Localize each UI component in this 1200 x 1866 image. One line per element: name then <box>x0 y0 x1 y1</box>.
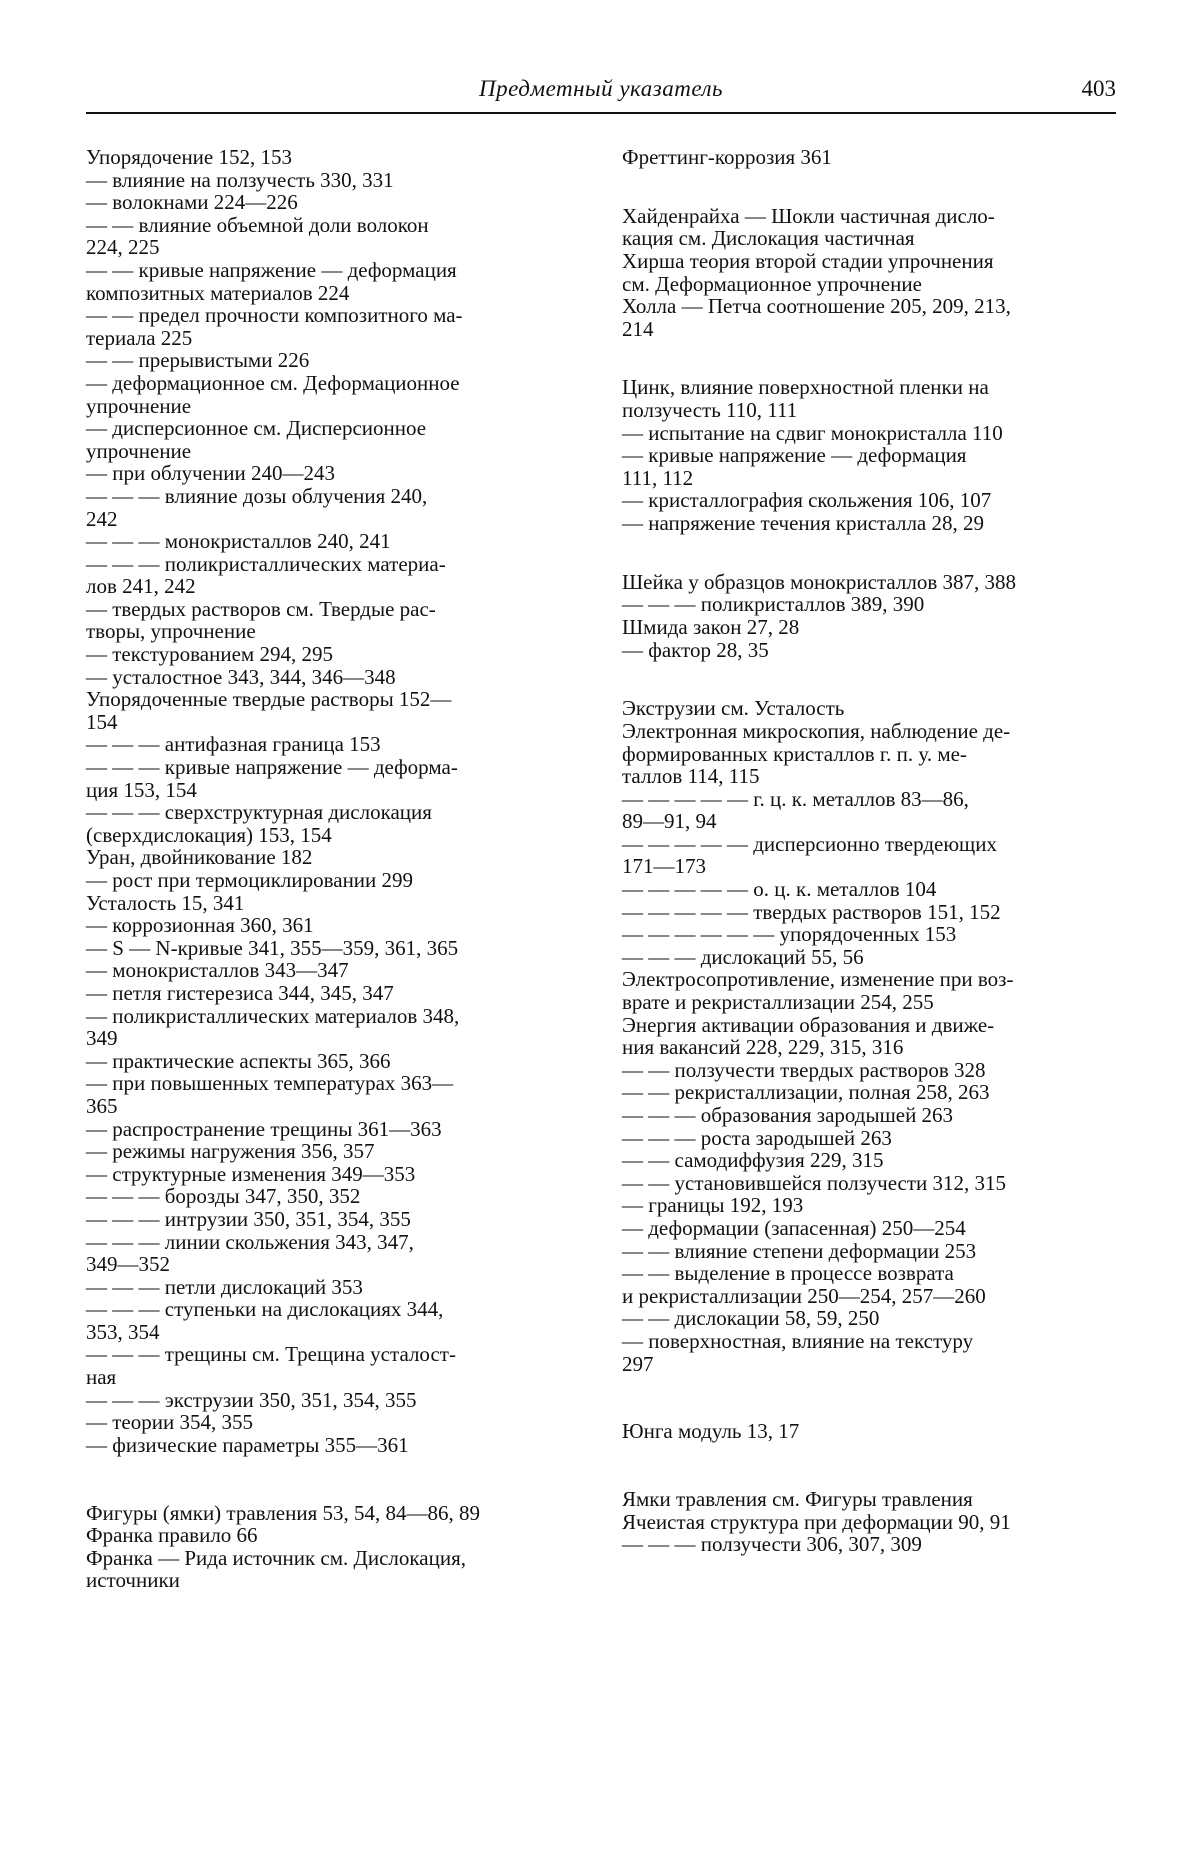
section-gap <box>622 340 1122 376</box>
index-entry: — — — интрузии 350, 351, 354, 355 <box>86 1206 411 1231</box>
index-entry: Электросопротивление, изменение при воз- врате и рекристаллизации 254, 255 <box>622 967 1014 1015</box>
index-entry: Экструзии см. Усталость <box>622 696 845 721</box>
index-entry: — — самодиффузия 229, 315 <box>622 1148 884 1173</box>
index-entry: Шейка у образцов монокристаллов 387, 388 <box>622 569 1017 594</box>
index-entry: — деформации (запасенная) 250—254 <box>622 1215 966 1240</box>
index-entry: — поверхностная, влияние на текстуру 297 <box>622 1328 974 1376</box>
index-entry: Упорядочение 152, 153 <box>86 145 292 169</box>
index-entry: — — — — — о. ц. к. металлов 104 <box>622 877 937 902</box>
section-gap <box>622 1375 1122 1420</box>
index-entry: Цинк, влияние поверхностной пленки на ползучесть 110, 111 <box>622 375 989 423</box>
index-entry: — — — поликристаллов 389, 390 <box>622 592 925 617</box>
index-entry: — — — ступеньки на дислокациях 344, 353, 354 <box>86 1297 444 1344</box>
index-entry: Уран, двойникование 182 <box>86 845 313 870</box>
index-entry: — — — линии скольжения 343, 347, 349—352 <box>86 1229 414 1277</box>
index-entry: — деформационное см. Деформационное упрочнение <box>86 370 460 418</box>
index-entry: — петля гистерезиса 344, 345, 347 <box>86 980 394 1005</box>
index-entry: — — выделение в процессе возврата и рекристаллизации 250—254, 257—260 <box>622 1261 986 1308</box>
index-entry: — текстурованием 294, 295 <box>86 642 333 667</box>
index-entry: — — ползучести твердых растворов 328 <box>622 1057 986 1082</box>
index-entry: — монокристаллов 343—347 <box>86 958 349 983</box>
index-entry: — — — ползучести 306, 307, 309 <box>622 1532 922 1557</box>
section-gap <box>622 661 1122 697</box>
index-entry: Франка правило 66 <box>86 1523 258 1548</box>
section-gap <box>622 169 1122 205</box>
index-entry: — — — — — дисперсионно твердеющих 171—173 <box>622 831 997 879</box>
index-entry: — теории 354, 355 <box>86 1410 253 1435</box>
index-entry: — поликристаллических материалов 348, 349 <box>86 1003 460 1051</box>
index-entry: — влияние на ползучесть 330, 331 <box>86 167 394 192</box>
index-entry: Холла — Петча соотношение 205, 209, 213, 214 <box>622 294 1011 341</box>
index-entry: — испытание на сдвиг монокристалла 110 <box>622 420 1003 445</box>
index-entry: — распространение трещины 361—363 <box>86 1116 442 1141</box>
page-number: 403 <box>1081 76 1116 101</box>
index-entry: — — установившейся ползучести 312, 315 <box>622 1170 1007 1195</box>
index-entry: — — — монокристаллов 240, 241 <box>86 529 391 554</box>
index-entry: — — дислокации 58, 59, 250 <box>622 1306 880 1331</box>
index-entry: — практические аспекты 365, 366 <box>86 1048 391 1073</box>
index-entry: — кристаллография скольжения 106, 107 <box>622 488 992 513</box>
index-entry: — — — — — — упорядоченных 153 <box>622 922 957 947</box>
index-entry: — коррозионная 360, 361 <box>86 913 314 938</box>
index-entry: Упорядоченные твердые растворы 152— 154 <box>86 687 452 734</box>
index-column-left <box>86 146 586 1592</box>
index-entry: — — — — — твердых растворов 151, 152 <box>622 899 1001 924</box>
index-entry: — — — — — г. ц. к. металлов 83—86, 89—91, 94 <box>622 786 969 834</box>
index-entry: — — влияние объемной доли волокон 224, 225 <box>86 212 429 260</box>
index-entry: — — — роста зародышей 263 <box>622 1125 892 1150</box>
index-entry: Усталость 15, 341 <box>86 890 245 915</box>
index-entry: — — — влияние дозы облучения 240, 242 <box>86 483 428 531</box>
index-entry: — — кривые напряжение — деформация композитных материалов 224 <box>86 257 457 305</box>
section-gap <box>622 1443 1122 1488</box>
index-entry: — — влияние степени деформации 253 <box>622 1238 977 1263</box>
index-entry: — волокнами 224—226 <box>86 190 298 215</box>
index-entry: — кривые напряжение — деформация 111, 112 <box>622 443 967 490</box>
index-entry: — твердых растворов см. Твердые рас- творы, упрочнение <box>86 596 436 644</box>
index-entry: — — — сверхструктурная дислокация (сверхдислокация) 153, 154 <box>86 800 432 847</box>
index-entry: Юнга модуль 13, 17 <box>622 1419 800 1444</box>
index-entry: Электронная микроскопия, наблюдение де- формированных кристаллов г. п. у. ме- таллов 114, 115 <box>622 718 1011 789</box>
index-entry: — — — трещины см. Трещина усталост- ная <box>86 1342 456 1390</box>
index-entry: — границы 192, 193 <box>622 1193 804 1218</box>
index-column-right <box>622 146 1122 1556</box>
index-entry: Франка — Рида источник см. Дислокация, источники <box>86 1545 466 1593</box>
running-head: Предметный указатель <box>479 76 723 101</box>
index-entry: — — — антифазная граница 153 <box>86 732 381 757</box>
index-entry: Ячеистая структура при деформации 90, 91 <box>622 1509 1011 1534</box>
index-entry: Хирша теория второй стадии упрочнения см. Деформационное упрочнение <box>622 248 994 296</box>
index-entry: — — — экструзии 350, 351, 354, 355 <box>86 1387 417 1412</box>
index-entry: — — рекристаллизации, полная 258, 263 <box>622 1080 990 1105</box>
index-entry: — — предел прочности композитного ма- териала 225 <box>86 303 463 350</box>
index-entry: — — прерывистыми 226 <box>86 348 310 373</box>
index-entry: — — — поликристаллических материа- лов 241, 242 <box>86 551 446 599</box>
index-entry: Энергия активации образования и движе- ния вакансий 228, 229, 315, 316 <box>622 1012 995 1060</box>
index-entry: Ямки травления см. Фигуры травления <box>622 1487 973 1512</box>
index-entry: — рост при термоциклировании 299 <box>86 868 414 892</box>
index-entry: Хайденрайха — Шокли частичная дисло- кация см. Дислокация частичная <box>622 203 995 251</box>
index-entry: — дисперсионное см. Дисперсионное упрочнение <box>86 416 427 463</box>
index-entry: — — — петли дислокаций 353 <box>86 1274 363 1299</box>
index-entry: — напряжение течения кристалла 28, 29 <box>622 511 985 536</box>
index-entry: Шмида закон 27, 28 <box>622 614 800 639</box>
index-entry: — S — N-кривые 341, 355—359, 361, 365 <box>86 935 459 960</box>
index-entry: — фактор 28, 35 <box>622 637 769 662</box>
section-gap <box>86 1456 586 1501</box>
index-entry: — физические параметры 355—361 <box>86 1432 409 1457</box>
index-entry: — — — образования зародышей 263 <box>622 1103 954 1127</box>
index-entry: — — — кривые напряжение — деформа- ция 153, 154 <box>86 755 458 802</box>
index-entry: — режимы нагружения 356, 357 <box>86 1139 375 1164</box>
index-entry: — при облучении 240—243 <box>86 461 335 486</box>
section-gap <box>622 535 1122 571</box>
page-header <box>86 66 1116 114</box>
index-entry: — структурные изменения 349—353 <box>86 1161 416 1186</box>
index-entry: — при повышенных температурах 363— 365 <box>86 1071 454 1118</box>
index-entry: — — — борозды 347, 350, 352 <box>86 1184 361 1209</box>
index-entry: — усталостное 343, 344, 346—348 <box>86 664 396 689</box>
index-entry: Фреттинг-коррозия 361 <box>622 145 832 169</box>
index-entry: — — — дислокаций 55, 56 <box>622 944 864 969</box>
index-entry: Фигуры (ямки) травления 53, 54, 84—86, 89 <box>86 1500 481 1525</box>
